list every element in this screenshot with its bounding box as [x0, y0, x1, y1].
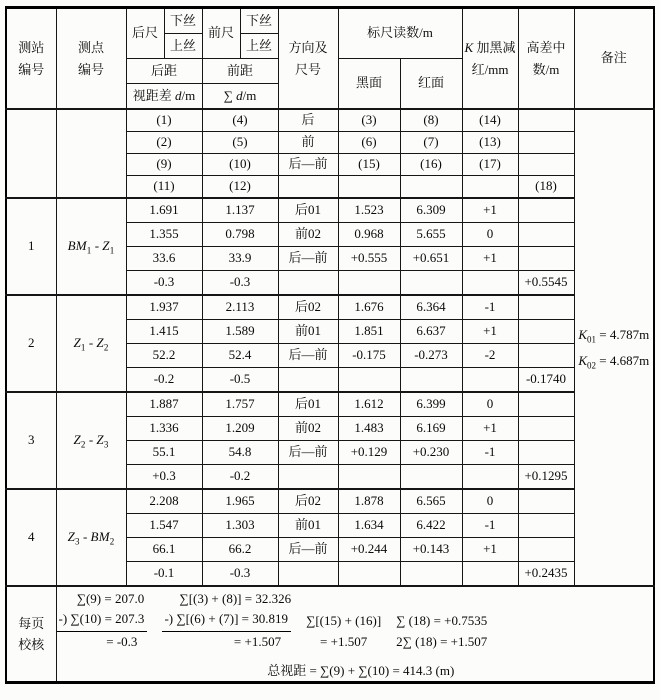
- k-subscript: 01: [587, 334, 596, 345]
- station-row: [6, 489, 654, 514]
- cell-back-rod: +0.3: [126, 465, 202, 490]
- cell-k: +1: [462, 198, 518, 223]
- cell-black: 1.851: [338, 320, 400, 344]
- k-symbol: K: [464, 40, 474, 56]
- k-symbol: K: [578, 326, 587, 342]
- cell-k: +1: [462, 417, 518, 441]
- cell-k: +1: [462, 247, 518, 271]
- point-label: [56, 198, 126, 295]
- cell-k: -1: [462, 441, 518, 465]
- station-row: [6, 295, 654, 320]
- header-sum-d: [202, 84, 278, 110]
- cell-k: -1: [462, 514, 518, 538]
- header-k-check: [462, 8, 518, 110]
- cell-direction: 前01: [278, 514, 338, 538]
- cell-direction: 后—前: [278, 154, 338, 176]
- cell-front-rod: 66.2: [202, 538, 278, 562]
- cell-mean: [518, 392, 574, 417]
- cell-direction: 后01: [278, 198, 338, 223]
- cell-mean: +0.2435: [518, 562, 574, 587]
- cell-k: 0: [462, 223, 518, 247]
- cell-black: 1.612: [338, 392, 400, 417]
- cell-k: (13): [462, 132, 518, 154]
- check-line: = +1.507: [320, 634, 368, 650]
- cell-mean: [518, 489, 574, 514]
- header-black-face: 黑面: [338, 59, 400, 110]
- station-no: 4: [6, 489, 56, 586]
- cell-mean: +0.1295: [518, 465, 574, 490]
- cell-mean: (18): [518, 176, 574, 199]
- station-no: 3: [6, 392, 56, 489]
- point-sub: 3: [75, 536, 80, 547]
- k01-note: [575, 322, 654, 348]
- header-back-lower-wire: 下丝: [164, 8, 202, 34]
- cell-direction: 后—前: [278, 441, 338, 465]
- station-row: [6, 392, 654, 417]
- header-front-lower-wire: 下丝: [240, 8, 278, 34]
- cell-black: +0.555: [338, 247, 400, 271]
- cell-k: [462, 368, 518, 393]
- cell-black: (3): [338, 109, 400, 132]
- cell-front-rod: 52.4: [202, 344, 278, 368]
- cell-front-rod: 1.209: [202, 417, 278, 441]
- cell-mean: [518, 538, 574, 562]
- point-sub: 2: [109, 536, 115, 547]
- cell-back-rod: 1.355: [126, 223, 202, 247]
- cell-front-rod: 1.757: [202, 392, 278, 417]
- cell-front-rod: 2.113: [202, 295, 278, 320]
- check-line: -) ∑[(6) + (7)] = 30.819: [162, 609, 291, 632]
- cell-back-rod: -0.1: [126, 562, 202, 587]
- cell-black: [338, 176, 400, 199]
- cell-front-rod: 1.589: [202, 320, 278, 344]
- station-no: 1: [6, 198, 56, 295]
- cell-mean: [518, 441, 574, 465]
- k-value: = 4.687m: [596, 352, 650, 368]
- point-base: Z: [96, 432, 104, 448]
- remarks-cell: [574, 109, 654, 586]
- header-remarks: 备注: [574, 8, 654, 110]
- header-back-rod: 后尺: [126, 8, 164, 59]
- cell-back-rod: 1.937: [126, 295, 202, 320]
- cell-mean: [518, 344, 574, 368]
- header-text: ∑: [223, 87, 237, 103]
- header-text: 加黑减: [473, 40, 516, 56]
- cell-back-rod: -0.3: [126, 271, 202, 296]
- header-text: 红/mm: [471, 61, 509, 77]
- cell-k: -1: [462, 295, 518, 320]
- cell-front-rod: 54.8: [202, 441, 278, 465]
- check-line: 2∑ (18) = +1.507: [396, 634, 488, 650]
- cell-direction: 前02: [278, 223, 338, 247]
- cell-front-rod: -0.3: [202, 562, 278, 587]
- cell-black: +0.244: [338, 538, 400, 562]
- check-line: = -0.3: [106, 634, 138, 650]
- cell-back-rod: 66.1: [126, 538, 202, 562]
- header-text: /m: [181, 87, 196, 103]
- check-line: ∑(9) = 207.0: [76, 590, 145, 606]
- check-line: ∑[(3) + (8)] = 32.326: [179, 590, 292, 606]
- cell-k: 0: [462, 489, 518, 514]
- cell-black: (6): [338, 132, 400, 154]
- check-group-height-diff: [306, 611, 381, 653]
- k-subscript: 02: [587, 360, 596, 371]
- cell-back-rod: 1.691: [126, 198, 202, 223]
- check-group-distance: [57, 589, 148, 653]
- cell-red: 6.637: [400, 320, 462, 344]
- point-dash: -: [79, 529, 91, 545]
- cell-red: (16): [400, 154, 462, 176]
- cell-direction: 后—前: [278, 344, 338, 368]
- check-line: = +1.507: [233, 634, 282, 650]
- header-text: 数/m: [532, 61, 560, 77]
- footer-label-text: 每页: [18, 615, 45, 631]
- d-symbol: d: [236, 87, 243, 103]
- cell-k: -2: [462, 344, 518, 368]
- cell-mean: [518, 247, 574, 271]
- cell-red: 6.565: [400, 489, 462, 514]
- cell-direction: [278, 271, 338, 296]
- cell-front-rod: 33.9: [202, 247, 278, 271]
- cell-back-rod: (1): [126, 109, 202, 132]
- point-base: BM: [67, 238, 87, 254]
- check-groups: [57, 589, 654, 653]
- numbering-point-cell: [56, 109, 126, 198]
- header-mean-height: [518, 8, 574, 110]
- cell-front-rod: -0.2: [202, 465, 278, 490]
- cell-back-rod: (9): [126, 154, 202, 176]
- page-check-row: [6, 586, 654, 683]
- cell-direction: [278, 176, 338, 199]
- cell-black: 1.676: [338, 295, 400, 320]
- point-base: Z: [96, 335, 104, 351]
- header-text: 编号: [77, 61, 104, 77]
- cell-back-rod: 1.336: [126, 417, 202, 441]
- check-line: -) ∑(10) = 207.3: [57, 609, 148, 632]
- cell-red: -0.273: [400, 344, 462, 368]
- cell-mean: [518, 514, 574, 538]
- cell-back-rod: -0.2: [126, 368, 202, 393]
- cell-direction: [278, 465, 338, 490]
- cell-mean: [518, 320, 574, 344]
- cell-red: 6.364: [400, 295, 462, 320]
- page-check-body: [56, 586, 654, 683]
- cell-black: -0.175: [338, 344, 400, 368]
- cell-direction: 后01: [278, 392, 338, 417]
- point-sub: 1: [109, 245, 115, 256]
- station-row: [6, 198, 654, 223]
- cell-mean: [518, 295, 574, 320]
- header-station-no: [6, 8, 56, 110]
- cell-front-rod: 0.798: [202, 223, 278, 247]
- cell-red: [400, 465, 462, 490]
- header-text: [463, 37, 518, 58]
- cell-mean: +0.5545: [518, 271, 574, 296]
- point-base: Z: [73, 432, 81, 448]
- header-red-face: 红面: [400, 59, 462, 110]
- point-base: Z: [102, 238, 110, 254]
- cell-k: (14): [462, 109, 518, 132]
- footer-label-text: 校核: [18, 637, 45, 652]
- cell-red: [400, 368, 462, 393]
- cell-k: 0: [462, 392, 518, 417]
- page-check-label: [6, 586, 56, 683]
- cell-k: [462, 271, 518, 296]
- cell-direction: 后—前: [278, 247, 338, 271]
- cell-mean: [518, 154, 574, 176]
- point-base: BM: [90, 529, 110, 545]
- cell-red: +0.651: [400, 247, 462, 271]
- cell-black: 1.878: [338, 489, 400, 514]
- header-text: 编号: [18, 61, 45, 77]
- point-dash: -: [85, 335, 97, 351]
- header-front-rod: 前尺: [202, 8, 240, 59]
- cell-back-rod: (11): [126, 176, 202, 199]
- cell-red: [400, 562, 462, 587]
- header-dist-diff: [126, 84, 202, 110]
- cell-mean: [518, 417, 574, 441]
- header-text: 测点: [77, 40, 104, 56]
- numbering-station-cell: [6, 109, 56, 198]
- header-text: 方向及: [288, 40, 328, 56]
- point-base: Z: [73, 335, 81, 351]
- cell-direction: 后02: [278, 489, 338, 514]
- cell-mean: [518, 132, 574, 154]
- check-line: ∑ (18) = +0.7535: [396, 613, 488, 629]
- point-sub: 1: [80, 342, 86, 353]
- cell-back-rod: 2.208: [126, 489, 202, 514]
- cell-front-rod: (12): [202, 176, 278, 199]
- station-no: 2: [6, 295, 56, 392]
- point-label: [56, 392, 126, 489]
- cell-black: 1.634: [338, 514, 400, 538]
- header-front-upper-wire: 上丝: [240, 34, 278, 59]
- cell-k: [462, 562, 518, 587]
- cell-black: (15): [338, 154, 400, 176]
- cell-direction: 后: [278, 109, 338, 132]
- cell-front-rod: 1.965: [202, 489, 278, 514]
- cell-black: [338, 562, 400, 587]
- cell-red: 6.309: [400, 198, 462, 223]
- k-value: = 4.787m: [596, 326, 650, 342]
- cell-black: +0.129: [338, 441, 400, 465]
- cell-front-rod: -0.3: [202, 271, 278, 296]
- cell-red: +0.230: [400, 441, 462, 465]
- point-sub: 3: [103, 439, 109, 450]
- header-text: 测站: [18, 40, 45, 56]
- check-group-readings: [162, 589, 291, 653]
- cell-back-rod: 1.415: [126, 320, 202, 344]
- header-direction: [278, 8, 338, 110]
- cell-red: 5.655: [400, 223, 462, 247]
- cell-direction: 前: [278, 132, 338, 154]
- header-text: 高差中: [526, 40, 566, 56]
- cell-red: +0.143: [400, 538, 462, 562]
- check-group-mean: [396, 611, 487, 653]
- cell-red: [400, 176, 462, 199]
- header-text: 视距差: [132, 87, 176, 103]
- cell-red: (7): [400, 132, 462, 154]
- point-label: [56, 489, 126, 586]
- header-text: 尺号: [294, 61, 321, 77]
- cell-direction: 后02: [278, 295, 338, 320]
- cell-direction: 前01: [278, 320, 338, 344]
- cell-front-rod: (10): [202, 154, 278, 176]
- cell-direction: [278, 368, 338, 393]
- header-back-upper-wire: 上丝: [164, 34, 202, 59]
- cell-red: [400, 271, 462, 296]
- table-header-row: [6, 8, 654, 34]
- cell-front-rod: 1.137: [202, 198, 278, 223]
- header-back-dist: 后距: [126, 59, 202, 84]
- total-distance: 总视距 = ∑(9) + ∑(10) = 414.3 (m): [267, 663, 455, 679]
- cell-red: (8): [400, 109, 462, 132]
- point-base: Z: [67, 529, 75, 545]
- cell-mean: [518, 198, 574, 223]
- cell-k: (17): [462, 154, 518, 176]
- point-sub: 1: [86, 245, 92, 256]
- cell-front-rod: (5): [202, 132, 278, 154]
- cell-back-rod: (2): [126, 132, 202, 154]
- cell-black: [338, 368, 400, 393]
- cell-k: [462, 176, 518, 199]
- point-dash: -: [91, 238, 103, 254]
- cell-red: 6.422: [400, 514, 462, 538]
- leveling-table: [5, 6, 655, 684]
- k02-note: [575, 348, 654, 374]
- cell-front-rod: (4): [202, 109, 278, 132]
- cell-mean: [518, 109, 574, 132]
- d-symbol: d: [175, 87, 182, 103]
- cell-back-rod: 55.1: [126, 441, 202, 465]
- cell-black: [338, 465, 400, 490]
- cell-k: +1: [462, 538, 518, 562]
- cell-red: 6.399: [400, 392, 462, 417]
- header-point-no: [56, 8, 126, 110]
- cell-direction: 前02: [278, 417, 338, 441]
- cell-black: 1.483: [338, 417, 400, 441]
- cell-back-rod: 1.887: [126, 392, 202, 417]
- cell-back-rod: 52.2: [126, 344, 202, 368]
- numbering-row: [6, 109, 654, 132]
- cell-red: 6.169: [400, 417, 462, 441]
- cell-direction: [278, 562, 338, 587]
- point-label: [56, 295, 126, 392]
- cell-back-rod: 1.547: [126, 514, 202, 538]
- cell-k: +1: [462, 320, 518, 344]
- header-front-dist: 前距: [202, 59, 278, 84]
- header-text: /m: [242, 87, 257, 103]
- cell-mean: -0.1740: [518, 368, 574, 393]
- cell-direction: 后—前: [278, 538, 338, 562]
- cell-mean: [518, 223, 574, 247]
- k-symbol: K: [578, 352, 587, 368]
- point-dash: -: [85, 432, 97, 448]
- cell-k: [462, 465, 518, 490]
- cell-black: [338, 271, 400, 296]
- cell-front-rod: 1.303: [202, 514, 278, 538]
- header-rod-reading: 标尺读数/m: [338, 8, 462, 59]
- check-line: ∑[(15) + (16)]: [306, 613, 382, 629]
- point-sub: 2: [80, 439, 86, 450]
- point-sub: 2: [103, 342, 109, 353]
- cell-black: 0.968: [338, 223, 400, 247]
- cell-black: 1.523: [338, 198, 400, 223]
- cell-back-rod: 33.6: [126, 247, 202, 271]
- cell-front-rod: -0.5: [202, 368, 278, 393]
